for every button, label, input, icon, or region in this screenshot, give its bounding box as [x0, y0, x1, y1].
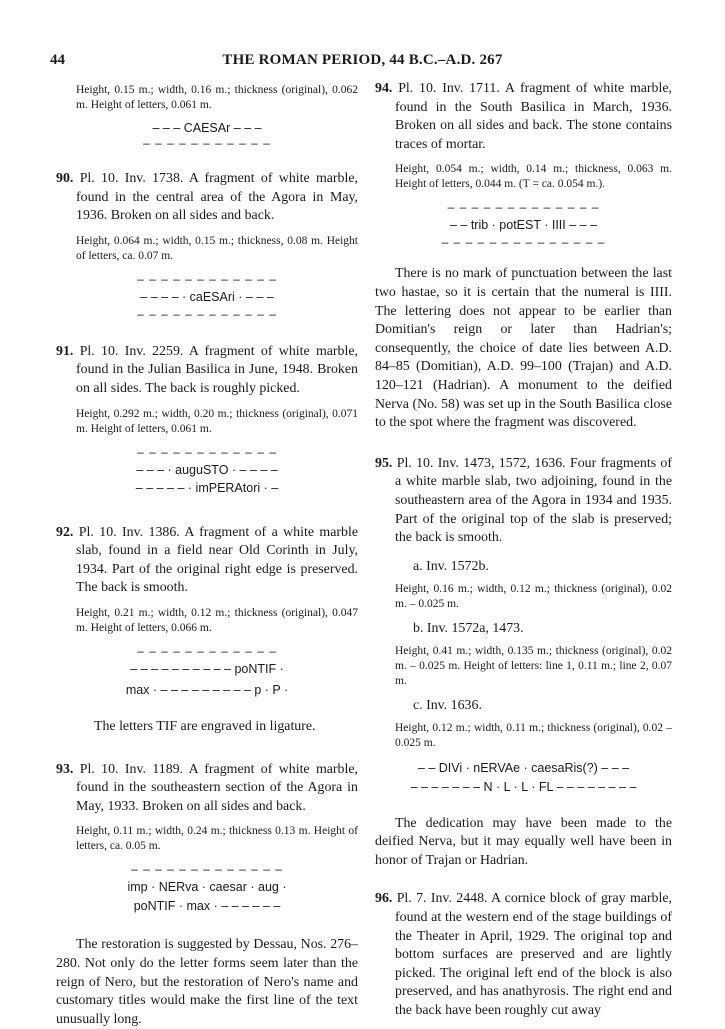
- inscription-line: imp · NERva · caesar · aug ·: [127, 880, 287, 895]
- inscription-line: max · – – – – – – – – – p · P ·: [125, 682, 289, 697]
- inscription-line: – – – – – · imPERAtori · –: [135, 480, 279, 495]
- entry-description: Pl. 10. Inv. 1386. A fragment of a white marble slab, found in a field near Old Corinth in July, 1934. Part of the original right edge is preserved. The back is smooth.: [76, 524, 358, 596]
- inscription-line: – – – – – – – – – – poNTIF ·: [130, 661, 284, 676]
- page-header: [0, 52, 725, 74]
- measurements: Height, 0.054 m.; width, 0.14 m.; thickness, 0.063 m. Height of letters, 0.044 m. (T = ca. 0.054 m.).: [395, 163, 672, 191]
- fragment-b-measurements: Height, 0.41 m.; width, 0.135 m.; thickness (original), 0.02 m. – 0.025 m. Height of letters: line 1, 0.11 m.; line 2, 0.07 m.: [395, 644, 672, 687]
- entry-number: 92.: [56, 524, 74, 540]
- entry-text: [375, 80, 672, 154]
- inscription-dashes: – – – – – – – – – – – – – –: [441, 235, 606, 250]
- entry-text: [375, 890, 672, 1020]
- entry-94: [375, 80, 672, 433]
- fragment-a-measurements: Height, 0.16 m.; width, 0.12 m.; thickness (original), 0.02 m. – 0.025 m.: [395, 582, 672, 610]
- entry-92: [56, 524, 358, 737]
- inscription-line: – – – CAESAr – – –: [152, 121, 262, 135]
- ligature-note: The letters TIF are engraved in ligature.: [94, 718, 316, 734]
- left-column: [56, 80, 358, 1029]
- fragment-c-label: c. Inv. 1636.: [413, 697, 482, 713]
- entry-text: [56, 524, 358, 598]
- entry-number: 95.: [375, 455, 393, 471]
- right-column: [375, 80, 672, 1021]
- entry-number: 93.: [56, 761, 74, 777]
- entry-93: [56, 761, 358, 1029]
- inscription-line: – – trib · potEST · IIII – – –: [449, 218, 598, 233]
- measurements: Height, 0.11 m.; width, 0.24 m.; thickness 0.13 m. Height of letters, ca. 0.05 m.: [76, 825, 358, 853]
- inscription-line: – – – – – – – N · L · L · FL – – – – – – – –: [410, 779, 637, 794]
- entry-96: [375, 890, 672, 1020]
- entry-description: Pl. 10. Inv. 1711. A fragment of white marble, found in the South Basilica in March, 1936. Broken on all sides and back. The stone contains traces of mortar.: [395, 81, 672, 152]
- commentary: The restoration is suggested by Dessau, Nos. 276–280. Not only do the letter forms seem later than the reign of Nero, but the restoration of Nero's name and customary titles would make the first line of the text unusually long.: [56, 937, 358, 1027]
- fragment-b-label: b. Inv. 1572a, 1473.: [413, 620, 524, 636]
- entry-number: 90.: [56, 171, 74, 186]
- fragment-c-measurements: Height, 0.12 m.; width, 0.11 m.; thickness (original), 0.02 – 0.025 m.: [395, 721, 672, 749]
- inscription-dashes: – – – – – – – – – – – –: [137, 306, 277, 321]
- entry-95: [375, 455, 672, 871]
- measurements: Height, 0.064 m.; width, 0.15 m.; thickness, 0.08 m. Height of letters, ca. 0.07 m.: [76, 234, 358, 262]
- inscription-line: – – – – · caESAri · – – –: [140, 289, 274, 304]
- entry-description: Pl. 10. Inv. 1473, 1572, 1636. Four fragments of a white marble slab, two adjoining, found in the southeastern area of the Agora in 1934 and 1935. Part of the original top of the slab is preserved; the back is smooth.: [395, 455, 672, 546]
- commentary: There is no mark of punctuation between the last two hastae, so it is certain that the numeral is IIII. The lettering does not appear to be earlier than Domitian's reign or later than Hadrian's; consequently, the choice of date lies between A.D. 84–85 (Domitian), A.D. 99–100 (Trajan) and A.D. 120–121 (Hadrian). A monument to the deified Nerva (No. 58) was set up in the South Basilica close to the spot where the fragment was discovered.: [375, 266, 672, 431]
- inscription-dashes: – – – – – – – – – – – – –: [447, 200, 600, 215]
- entry-description: Pl. 10. Inv. 1189. A fragment of white marble, found in the southeastern section of the Agora in May, 1933. Broken on all sides and back.: [76, 761, 358, 814]
- inscription-line: – – DIVi · nERVAe · caesaRis(?) – – –: [417, 760, 630, 775]
- running-title: THE ROMAN PERIOD, 44 B.C.–A.D. 267: [222, 52, 503, 68]
- inscription-dashes: – – – – – – – – – – – – –: [131, 862, 283, 877]
- fragment-a-label: a. Inv. 1572b.: [413, 558, 489, 574]
- entry-number: 91.: [56, 343, 74, 359]
- inscription-dashes: – – – – – – – – – – – –: [137, 444, 277, 459]
- entry-91: [56, 343, 358, 496]
- entry-text: [56, 170, 358, 226]
- inscription-line: poNTIF · max · – – – – – –: [133, 899, 281, 914]
- page-number: 44: [50, 52, 65, 68]
- entry-description: Pl. 7. Inv. 2448. A cornice block of gray marble, found at the western end of the stage buildings of the Theater in April, 1929. The original top and bottom surfaces are preserved and are lightly picked. The original left end of the block is also preserved, and has anathyrosis. The right end and the back have been roughly cut away: [395, 891, 672, 1019]
- inscription-line: – – – · auguSTO · – – – –: [136, 462, 278, 477]
- entry-89-continuation: [56, 83, 358, 148]
- entry-text: [56, 761, 358, 817]
- entry-text: [56, 343, 358, 399]
- inscription-dashes: – – – – – – – – – – – –: [137, 643, 277, 658]
- measurements: Height, 0.21 m.; width, 0.12 m.; thickness (original), 0.047 m. Height of letters, 0.066 m.: [76, 606, 358, 634]
- entry-description: Pl. 10. Inv. 1738. A fragment of white marble, found in the central area of the Agora in May, 1936. Broken on all sides and back.: [76, 171, 358, 224]
- entry-text: [375, 455, 672, 548]
- inscription-dashes: – – – – – – – – – – – –: [137, 271, 277, 286]
- inscription-dashes: – – – – – – – – – – –: [143, 136, 271, 150]
- entry-description: Pl. 10. Inv. 2259. A fragment of white marble, found in the Julian Basilica in June, 1948. Broken on all sides. The back is roughly picked.: [76, 343, 358, 396]
- measurements: Height, 0.15 m.; width, 0.16 m.; thickness (original), 0.062 m. Height of letters, 0.061 m.: [76, 84, 358, 111]
- entry-number: 94.: [375, 81, 393, 96]
- entry-90: [56, 170, 358, 319]
- commentary: The dedication may have been made to the deified Nerva, but it may equally well have been in honor of Trajan or Hadrian.: [375, 815, 672, 868]
- entry-number: 96.: [375, 891, 393, 907]
- measurements: Height, 0.292 m.; width, 0.20 m.; thickness (original), 0.071 m. Height of letters, 0.061 m.: [76, 407, 358, 435]
